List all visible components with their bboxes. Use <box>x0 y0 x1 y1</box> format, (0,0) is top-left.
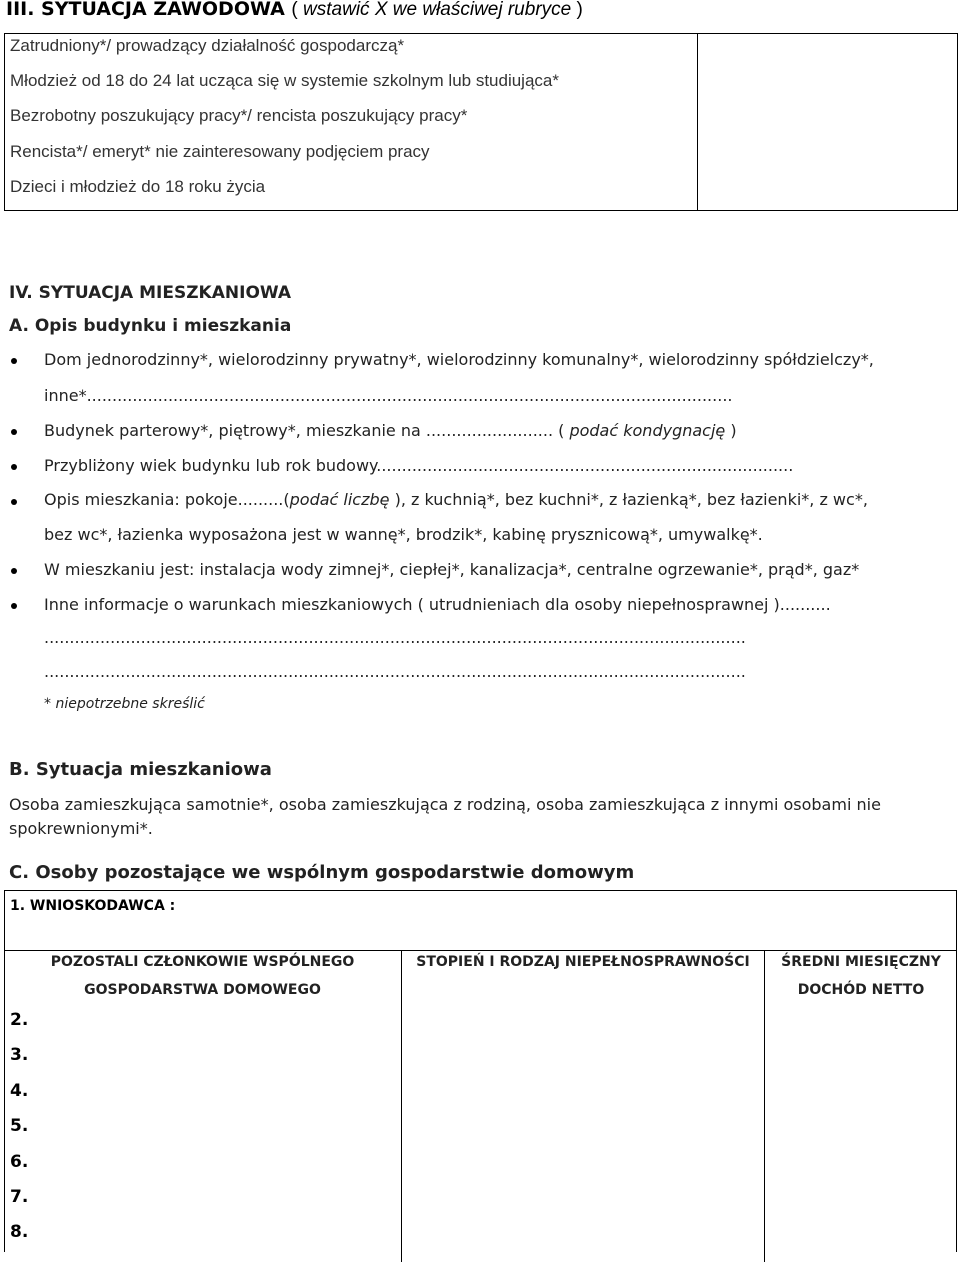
section-4a-subtitle: A. Opis budynku i mieszkania <box>9 316 292 336</box>
utilities-line: W mieszkaniu jest: instalacja wody zimnej*, ciepłej*, kanalizacja*, centralne ogrzewanie*, prąd*, gaz* <box>44 560 860 579</box>
employment-option-children[interactable]: Dzieci i młodzież do 18 roku życia <box>10 177 266 196</box>
bullet-icon <box>11 358 17 364</box>
section-b-text: Osoba zamieszkująca samotnie*, osoba zamieszkująca z rodziną, osoba zamieszkująca z innymi osobami nie spokrewnionymi*. <box>9 795 881 838</box>
other-info-line[interactable]: Inne informacje o warunkach mieszkaniowych ( utrudnieniach dla osoby niepełnosprawnej ).......... <box>44 595 831 614</box>
table-row-number[interactable]: 3. <box>10 1045 29 1065</box>
table-row-number[interactable]: 8. <box>10 1222 29 1242</box>
section-3-hint: ( wstawić X we właściwej rubryce ) <box>291 0 583 20</box>
column-header-income: ŚREDNI MIESIĘCZNY DOCHÓD NETTO <box>781 954 941 998</box>
section-b-title: B. Sytuacja mieszkaniowa <box>9 759 272 780</box>
table-row-number[interactable]: 5. <box>10 1116 29 1136</box>
building-type-line2[interactable]: inne*............................................................................................................................... <box>44 386 733 405</box>
bullet-icon <box>11 499 17 505</box>
building-type-line1: Dom jednorodzinny*, wielorodzinny prywatny*, wielorodzinny komunalny*, wielorodzinny spółdzielczy*, <box>44 350 874 369</box>
section-3-heading: III. SYTUACJA ZAWODOWA <box>6 0 285 20</box>
table-row-number[interactable]: 7. <box>10 1187 29 1207</box>
section-4-title: IV. SYTUACJA MIESZKANIOWA <box>9 283 292 303</box>
bullet-icon <box>11 568 17 574</box>
table-column-divider <box>401 950 402 1262</box>
table-row-number[interactable]: 6. <box>10 1152 29 1172</box>
table-row-number[interactable]: 2. <box>10 1010 29 1030</box>
apartment-description-line1[interactable]: Opis mieszkania: pokoje.........(podać liczbę ), z kuchnią*, bez kuchni*, z łazienką*, bez łazienki*, z wc*, <box>44 490 868 509</box>
applicant-label: 1. WNIOSKODAWCA : <box>10 898 176 914</box>
floors-line[interactable]: Budynek parterowy*, piętrowy*, mieszkanie na ......................... ( podać kondygnację ) <box>44 421 737 440</box>
section-c-title: C. Osoby pozostające we wspólnym gospodarstwie domowym <box>9 862 635 883</box>
building-age-line[interactable]: Przybliżony wiek budynku lub rok budowy.................................................................................. <box>44 456 794 475</box>
employment-option-employed[interactable]: Zatrudniony*/ prowadzący działalność gospodarczą* <box>10 36 405 55</box>
household-members-table <box>4 890 957 1252</box>
table-row-number[interactable]: 4. <box>10 1081 29 1101</box>
bullet-icon <box>11 429 17 435</box>
other-info-dots-2[interactable]: .......................................................................................................................................... <box>44 662 746 681</box>
apartment-description-line2: bez wc*, łazienka wyposażona jest w wannę*, brodzik*, kabinę prysznicową*, umywalkę*. <box>44 525 763 544</box>
column-header-members: POZOSTALI CZŁONKOWIE WSPÓLNEGO GOSPODARSTWA DOMOWEGO <box>50 954 355 998</box>
bullet-icon <box>11 464 17 470</box>
column-header-disability: STOPIEŃ I RODZAJ NIEPEŁNOSPRAWNOŚCI <box>416 954 750 970</box>
employment-checkbox-column-divider <box>697 33 698 211</box>
other-info-dots-1[interactable]: .......................................................................................................................................... <box>44 628 746 647</box>
employment-option-pensioner[interactable]: Rencista*/ emeryt* nie zainteresowany podjęciem pracy <box>10 142 430 161</box>
bullet-icon <box>11 603 17 609</box>
section-3-title <box>6 0 583 21</box>
employment-option-student[interactable]: Młodzież od 18 do 24 lat ucząca się w systemie szkolnym lub studiująca* <box>10 71 559 90</box>
employment-option-unemployed[interactable]: Bezrobotny poszukujący pracy*/ rencista poszukujący pracy* <box>10 106 468 125</box>
footnote: * niepotrzebne skreślić <box>44 696 205 712</box>
